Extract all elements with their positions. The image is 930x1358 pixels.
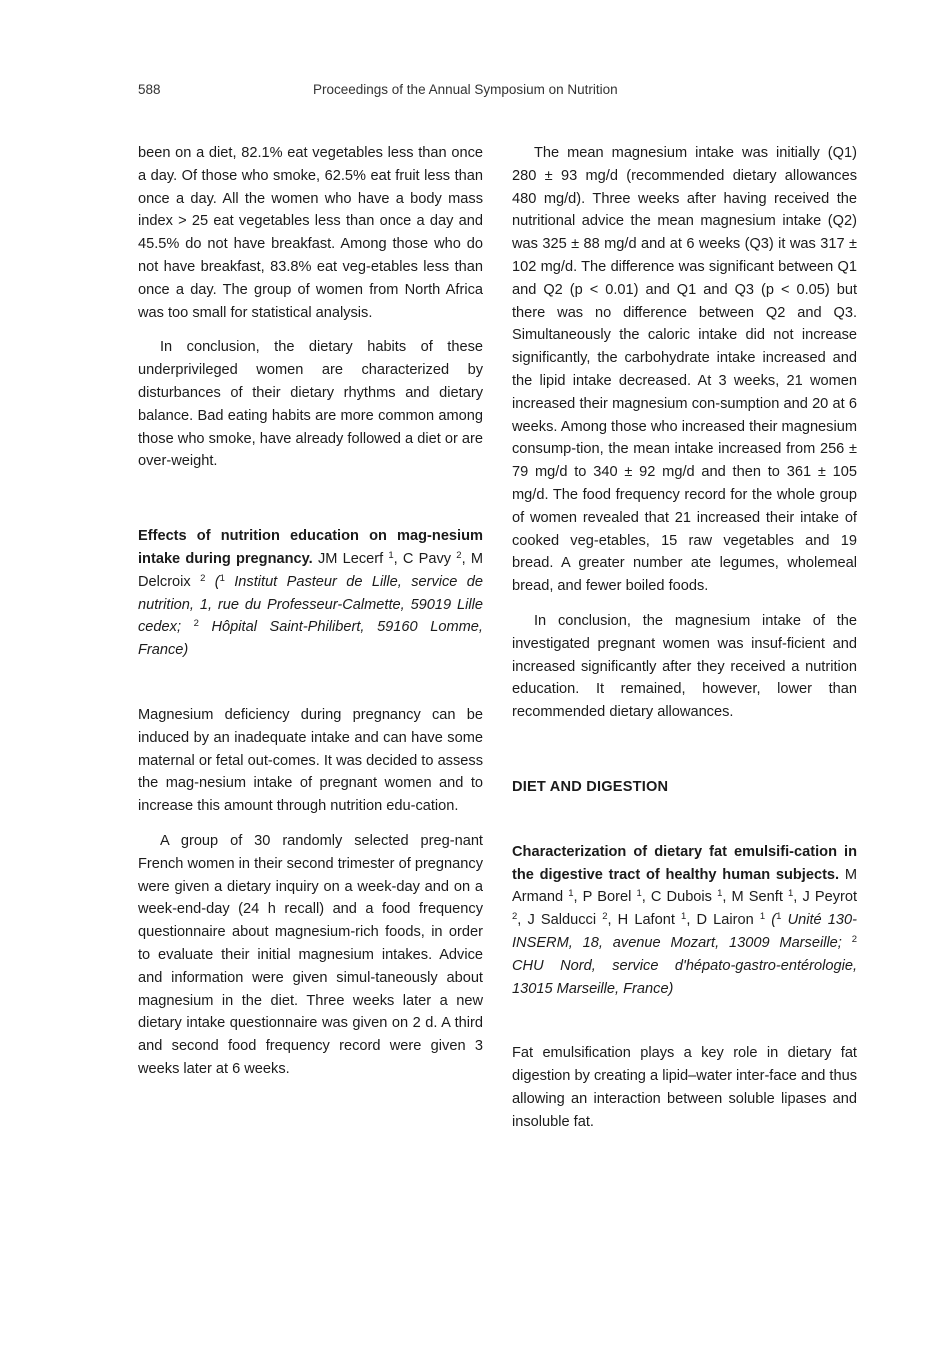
body-paragraph: In conclusion, the magnesium intake of the investigated pregnant women was insuf-ficient and increased significantly after they received a nutrition education. It remained, however, lower than recommended dietary allowances.: [512, 612, 857, 721]
author-name: , J Salducci: [517, 912, 603, 929]
affiliation-marker: 1: [717, 888, 723, 900]
body-paragraph: In conclusion, the dietary habits of these underprivileged women are characterized by disturbances of their dietary rhythms and dietary balance. Bad eating habits are more common among those who smoke, have already followed a diet or are over-weight.: [138, 339, 483, 470]
page-header: [138, 82, 818, 104]
author-name: , M Senft: [722, 889, 788, 906]
section-title: DIET AND DIGESTION: [512, 778, 669, 795]
right-column: [512, 142, 857, 1145]
body-paragraph: been on a diet, 82.1% eat vegetables less than once a day. Of those who smoke, 62.5% eat fruit less than once a day. All the women who have a body mass index > 25 eat vegetables less than once a day and 45.5% do not have breakfast. Among those who do not have breakfast, 83.8% eat veg-etables less than once a day. The group of women from North Africa was too small for statistical analysis.: [138, 145, 483, 321]
abstract-heading: [512, 841, 857, 1001]
body-paragraph: Magnesium deficiency during pregnancy can be induced by an inadequate intake and can have some maternal or fetal out-comes. It was decided to assess the mag-nesium intake of pregnant women and to increase this amount through nutrition edu-cation.: [138, 706, 483, 815]
page-number: 588: [138, 82, 161, 97]
affiliation-marker: 1: [776, 911, 782, 923]
affiliation-marker: 1: [388, 549, 394, 561]
spacer: [512, 1012, 857, 1042]
body-paragraph: The mean magnesium intake was initially (Q1) 280 ± 93 mg/d (recommended dietary allowances 480 mg/d). Three weeks after having received the nutritional advice the mean magnesium intake (Q2) was 325 ± 88 mg/d and at 6 weeks (Q3) it was 317 ± 102 mg/d. The difference was significant between Q1 and Q2 (p < 0.01) and Q1 and Q3 (p < 0.05) but there was no difference between Q2 and Q3. Simultaneously the caloric intake did not increase significantly, the carbohydrate intake increased and the lipid intake decreased. At 3 weeks, 21 women increased their magnesium con-sumption and 20 at 6 weeks. Among those who increased their magnesium consump-tion, the mean intake increased from 256 ± 79 mg/d to 340 ± 92 mg/d and then to 361 ± 105 mg/d. The food frequency record for the whole group of women revealed that 21 increased their intake of cooked veg-etables, 15 raw vegetables and 19 bread. A greater number ate legumes, wholemeal bread, and fewer boiled foods.: [512, 145, 857, 595]
author-name: M Armand: [512, 866, 857, 906]
affiliation-marker: 2: [602, 911, 608, 923]
affiliation-marker: 2: [456, 549, 462, 561]
affiliation-open: (: [765, 912, 777, 929]
abstract-heading: [138, 525, 483, 662]
affiliation-marker: 2: [512, 911, 518, 923]
affiliation-text: Unité 130-INSERM, 18, avenue Mozart, 13009 Marseille;: [512, 912, 857, 951]
affiliation-marker: 1: [219, 572, 225, 584]
author-name: , J Peyrot: [793, 889, 858, 906]
affiliation-marker: 1: [636, 888, 642, 900]
author-name: JM Lecerf: [312, 550, 389, 567]
spacer: [512, 811, 857, 841]
affiliation-marker: 1: [759, 911, 766, 923]
left-column: [138, 142, 483, 1093]
body-paragraph: A group of 30 randomly selected preg-nant French women in their second trimester of pregnancy were given a dietary inquiry on a week-day and on a week-end-day (24 h recall) and a food frequency questionnaire about magnesium-rich foods, in order to evaluate their initial magnesium intakes. Advice and information were given simul-taneously about magnesium in the diet. Three weeks later a new dietary intake questionnaire was given on 2 d. A third and second food frequency record were given 3 weeks later at 6 weeks.: [138, 832, 483, 1077]
abstract-title: Characterization of dietary fat emulsifi-cation in the digestive tract of healthy human subjects.: [512, 843, 857, 883]
author-name: , M Delcroix: [138, 550, 484, 590]
affiliation-text: CHU Nord, service d'hépato-gastro-entérologie, 13015 Marseille, France): [512, 957, 857, 997]
spacer: [512, 736, 857, 776]
author-name: , D Lairon: [686, 912, 760, 929]
affiliation-open: (: [205, 573, 220, 590]
abstract-title: Effects of nutrition education on mag-nesium intake during pregnancy.: [138, 528, 483, 567]
affiliation-marker: 1: [568, 888, 574, 900]
affiliation-marker: 1: [787, 888, 794, 900]
affiliation-marker: 2: [200, 572, 206, 584]
affiliation-marker: 1: [681, 911, 687, 923]
affiliation-marker: 2: [193, 618, 199, 630]
body-paragraph: Fat emulsification plays a key role in dietary fat digestion by creating a lipid–water inter-face and thus allowing an interaction between soluble lipases and insoluble fat.: [512, 1045, 857, 1130]
spacer: [138, 485, 483, 525]
author-name: , H Lafont: [607, 912, 682, 929]
author-name: , C Pavy: [393, 550, 457, 567]
affiliation-marker: 2: [851, 933, 857, 945]
affiliation-text: Institut Pasteur de Lille, service de nutrition, 1, rue du Professeur-Calmette, 59019 Lille cedex;: [138, 573, 484, 636]
spacer: [138, 674, 483, 704]
author-name: , C Dubois: [641, 889, 718, 906]
running-title: Proceedings of the Annual Symposium on Nutrition: [313, 82, 618, 97]
author-name: , P Borel: [573, 889, 637, 906]
affiliation-text: Hôpital Saint-Philibert, 59160 Lomme, France): [138, 619, 483, 659]
